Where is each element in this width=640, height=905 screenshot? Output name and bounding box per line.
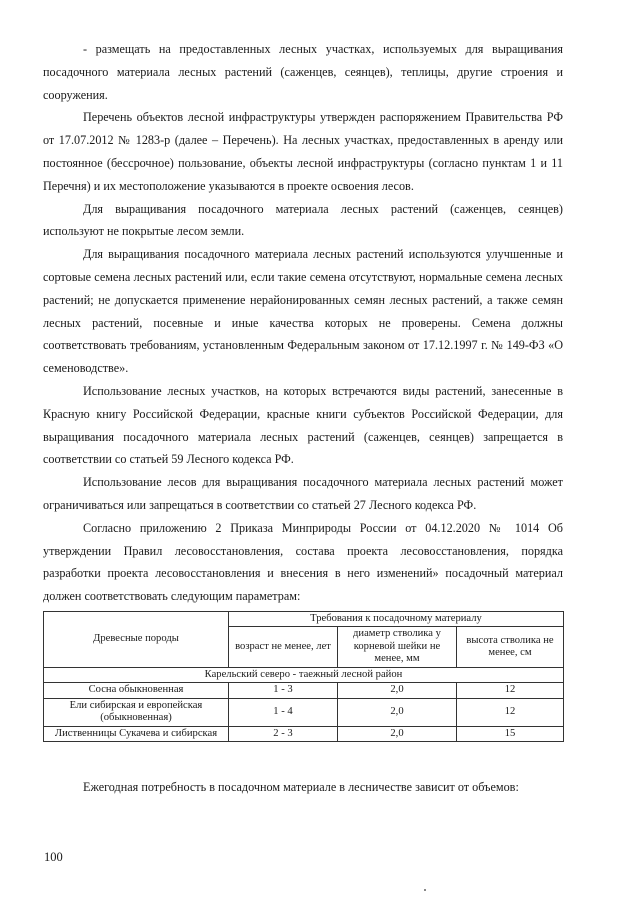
height-cell: 12	[457, 683, 564, 699]
paragraph-2: Перечень объектов лесной инфраструктуры утвержден распоряжением Правительства РФ от 17.07.2012 № 1283-р (далее – Перечень). На лесных участках, предоставленных в аренду или постоянное (бессрочное) пользование, объекты лесной инфраструктуры (согласно пунктам 1 и 11 Перечня) и их местоположение указываются в проекте освоения лесов.	[43, 110, 563, 193]
age-cell: 1 - 3	[229, 683, 338, 699]
diameter-cell: 2,0	[338, 698, 457, 726]
table-row	[44, 683, 564, 699]
region-row	[44, 667, 564, 683]
age-header: возраст не менее, лет	[229, 627, 338, 668]
paragraph-5: Использование лесных участков, на которых встречаются виды растений, занесенные в Красную книгу Российской Федерации, красные книги субъектов Российской Федерации, для выращивания посадочного материала лесных растений (саженцев, сеянцев) запрещается в соответствии со статьей 59 Лесного кодекса РФ.	[43, 383, 563, 467]
species-cell: Сосна обыкновенная	[44, 683, 229, 699]
table-row	[44, 726, 564, 742]
paragraph-1: - размещать на предоставленных лесных участках, используемых для выращивания посадочного материала лесных растений (саженцев, сеянцев), теплицы, другие строения и сооружения.	[43, 42, 563, 102]
document-page	[43, 38, 563, 799]
table-row	[44, 698, 564, 726]
height-header: высота стволика не менее, см	[457, 627, 564, 668]
species-header: Древесные породы	[44, 611, 229, 667]
group-header: Требования к посадочному материалу	[229, 611, 564, 627]
height-cell: 15	[457, 726, 564, 742]
age-cell: 2 - 3	[229, 726, 338, 742]
diameter-cell: 2,0	[338, 683, 457, 699]
paragraph-6: Использование лесов для выращивания посадочного материала лесных растений может ограничиваться или запрещаться в соответствии со статьей 27 Лесного кодекса РФ.	[43, 475, 563, 512]
table-header-row	[44, 611, 564, 627]
paragraph-after-table: Ежегодная потребность в посадочном материале в лесничестве зависит от объемов:	[83, 780, 519, 795]
paragraph-4: Для выращивания посадочного материала лесных растений используются улучшенные и сортовые семена лесных растений или, если такие семена отсутствуют, нормальные семена лесных растений; не допускается применение нерайонированных семян лесных растений, а также семян лесных растений, посевные и иные качества которых не проверены. Семена должны соответствовать требованиям, установленным Федеральным законом от 17.12.1997 г. № 149-ФЗ «О семеноводстве».	[43, 247, 563, 376]
page-number: 100	[44, 850, 63, 864]
paragraph-3: Для выращивания посадочного материала лесных растений (саженцев, сеянцев) используют не покрытые лесом земли.	[43, 201, 563, 239]
age-cell: 1 - 4	[229, 698, 338, 726]
requirements-table	[43, 611, 564, 743]
diameter-cell: 2,0	[338, 726, 457, 742]
height-cell: 12	[457, 698, 564, 726]
species-cell: Ели сибирская и европейская (обыкновенная)	[44, 698, 229, 726]
region-label: Карельский северо - таежный лесной район	[44, 667, 564, 683]
species-cell: Лиственницы Сукачева и сибирская	[44, 726, 229, 742]
diameter-header: диаметр стволика у корневой шейки не менее, мм	[338, 627, 457, 668]
paragraph-7: Согласно приложению 2 Приказа Минприроды России от 04.12.2020 № 1014 Об утверждении Правил лесовосстановления, состава проекта лесовосстановления, порядка разработки проекта лесовосстановления и внесения в него изменений» посадочный материал должен соответствовать следующим параметрам:	[43, 520, 563, 604]
scan-speck	[424, 889, 426, 891]
